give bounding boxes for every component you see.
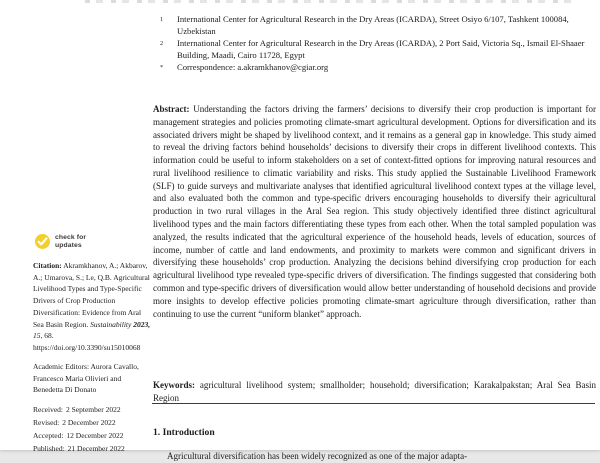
abstract-text: Understanding the factors driving the farmers’ decisions to diversify their crop production is important for management strategies and policies promoting climate-smart agricultural development. Options for diversification and its associated drivers might be shaped by livelihood context, and it remains as a general gap in knowledge. This study aimed to reveal the driving factors behind households’ decisions to diversify their crops in different livelihood contexts. This information could be useful to inform stakeholders on a set of context-fitted options for improving natural resources and rural livelihood resilience to climatic variability and risks. This study applied the Sustainable Livelihood Framework (SLF) to guide surveys and multivariate analyses that identified agricultural livelihood context types at the village level, and also evaluated both the common and type-specific drivers encouraging households to diversify their agricultural production in two rural villages in the Aral Sea region. This study objectively identified three distinct agricultural livelihood types and the main factors differentiating these types from each other. When the total sampled population was analyzed, the results indicated that the agricultural experience of the household heads, levels of education, sources of income, number of cattle and land endowments, and proximity to markets were common and significant drivers in diversifying these households’ crop production. Analyzing the decisions behind diversifying crop production for each agricultural livelihood type revealed type-specific drivers of diversification. The findings suggested that considering both common and type-specific drivers of diversification would allow better understanding of household decisions and provide more insights to develop effective policies promoting climate-smart agriculture through diversification, rather than continuing to use the current “uniform blanket” approach. bbox=[153, 104, 596, 319]
affiliations-list bbox=[160, 13, 596, 73]
revised-date: Revised: 2 December 2022 bbox=[33, 417, 116, 427]
citation-block bbox=[33, 260, 152, 354]
check-for-updates-badge[interactable] bbox=[35, 234, 86, 249]
affiliation-text: International Center for Agricultural Research in the Dry Areas (ICARDA), Street Osiyo 6/107, Tashkent 100084, Uzbekistan bbox=[177, 14, 569, 37]
keywords-paragraph bbox=[153, 379, 596, 405]
keywords-label: Keywords: bbox=[153, 380, 195, 390]
affiliation-text: International Center for Agricultural Research in the Dry Areas (ICARDA), 2 Port Said, Victoria Sq., Ismail El-Shaaer Building, Maadi, Cairo 11728, Egypt bbox=[177, 38, 585, 61]
received-date: Received: 2 September 2022 bbox=[33, 405, 121, 414]
keywords-text: agricultural livelihood system; smallholder; household; diversification; Karakalpakstan; Aral Sea Basin Region bbox=[153, 380, 597, 403]
citation-article-number: 68. bbox=[44, 331, 54, 341]
academic-editors-label: Academic Editors: bbox=[33, 362, 90, 371]
introduction-first-line: Agricultural diversification has been widely recognized as one of the major adapta- bbox=[167, 451, 468, 461]
academic-editors-block bbox=[33, 361, 152, 396]
citation-authors-title: Akramkhanov, A.; Akbarov, A.; Umarova, S.; Le, Q.B. Agricultural Livelihood Types and Type-Specific Drivers of Crop Production Diversification: Evidence from Aral Sea Basin Region. bbox=[33, 261, 150, 329]
correspondence-text bbox=[177, 61, 596, 73]
check-for-updates-label: check for updates bbox=[55, 234, 87, 249]
citation-year: 2023, bbox=[133, 319, 151, 329]
section-divider bbox=[152, 403, 595, 404]
correspondence-label: Correspondence: bbox=[177, 62, 236, 73]
affiliation-row bbox=[160, 37, 596, 61]
accepted-date: Accepted: 12 December 2022 bbox=[33, 430, 124, 440]
citation-journal: Sustainability bbox=[90, 319, 132, 329]
history-dates-block bbox=[33, 404, 152, 456]
introduction-heading: 1. Introduction bbox=[153, 427, 215, 438]
citation-label: Citation: bbox=[33, 261, 62, 270]
abstract-paragraph bbox=[153, 103, 596, 320]
correspondence-marker: * bbox=[160, 64, 164, 72]
affiliation-marker: 2 bbox=[160, 40, 164, 48]
crossmark-check-icon bbox=[35, 234, 50, 249]
abstract-label: Abstract: bbox=[153, 104, 190, 114]
correspondence-row bbox=[160, 61, 596, 73]
clipped-text-remnant bbox=[85, 0, 575, 3]
correspondence-email-link[interactable]: a.akramkhanov@cgiar.org bbox=[237, 62, 329, 73]
published-date: Published: 21 December 2022 bbox=[33, 443, 125, 453]
affiliation-marker: 1 bbox=[160, 16, 164, 23]
citation-doi-link[interactable]: https://doi.org/10.3390/su15010068 bbox=[33, 342, 141, 352]
affiliation-row bbox=[160, 13, 596, 37]
academic-editors-names: Aurora Cavallo, Francesco Maria Olivieri and Benedetta Di Donato bbox=[33, 362, 139, 395]
citation-volume: 15, bbox=[33, 331, 43, 341]
